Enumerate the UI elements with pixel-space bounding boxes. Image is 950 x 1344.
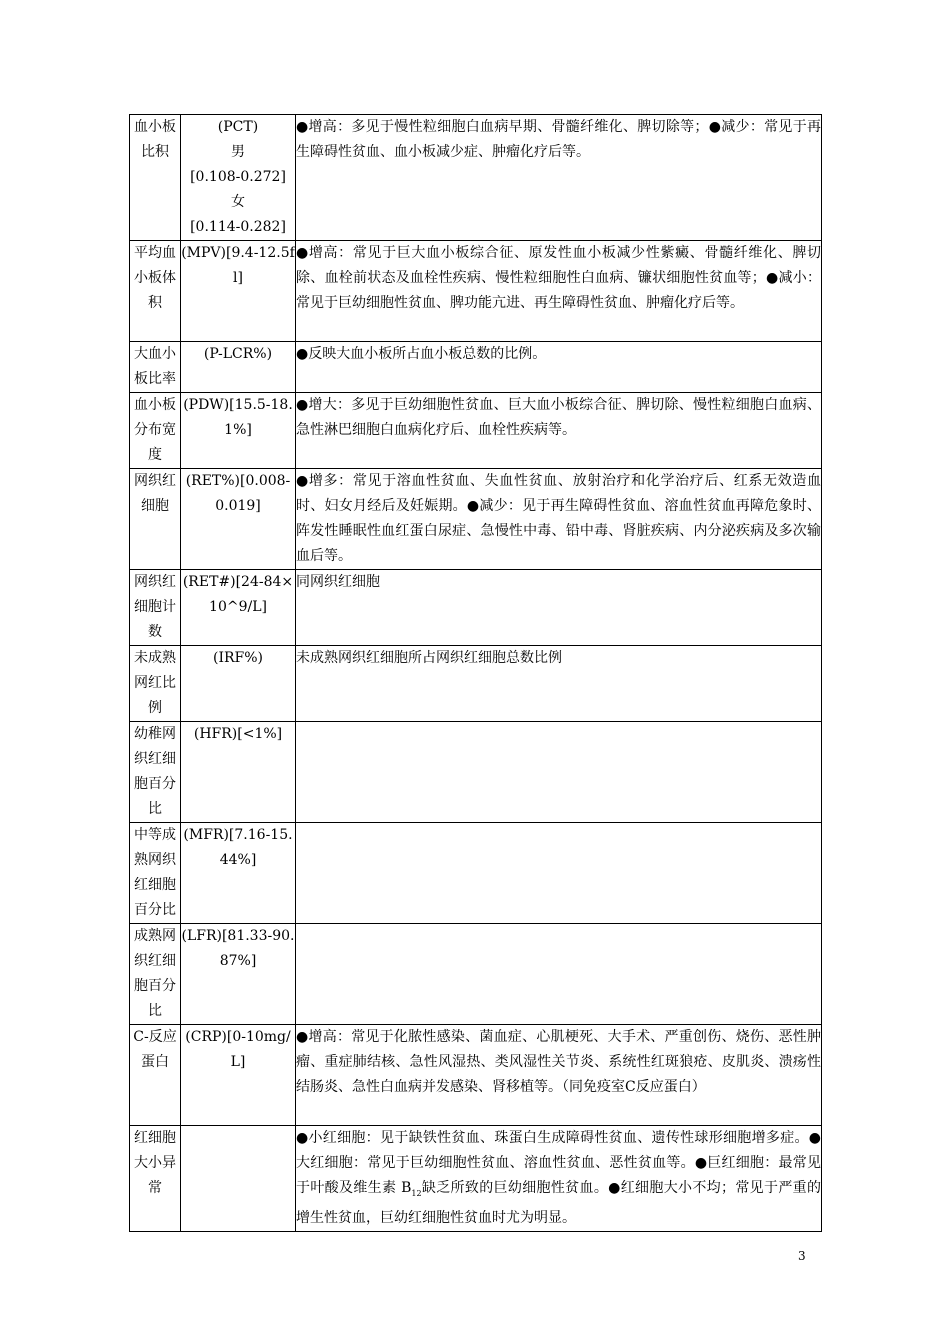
reference-range: (LFR)[81.33-90.87%] bbox=[181, 924, 296, 1025]
table-row bbox=[130, 241, 822, 342]
table-row bbox=[130, 342, 822, 393]
page-number: 3 bbox=[798, 1249, 806, 1263]
item-name: 血小板分布宽度 bbox=[130, 393, 181, 469]
reference-range: (RET%)[0.008-0.019] bbox=[181, 469, 296, 570]
clinical-description bbox=[296, 924, 822, 1025]
item-name: 红细胞大小异常 bbox=[130, 1126, 181, 1232]
item-name: 大血小板比率 bbox=[130, 342, 181, 393]
item-name: 成熟网织红细胞百分比 bbox=[130, 924, 181, 1025]
item-name: 未成熟网红比例 bbox=[130, 646, 181, 722]
reference-range: (HFR)[<1%] bbox=[181, 722, 296, 823]
reference-range: (MPV)[9.4-12.5fl] bbox=[181, 241, 296, 342]
clinical-description: 同网织红细胞 bbox=[296, 570, 822, 646]
reference-range: (PCT) 男 [0.108-0.272] 女 [0.114-0.282] bbox=[181, 115, 296, 241]
reference-range: (MFR)[7.16-15.44%] bbox=[181, 823, 296, 924]
table-row bbox=[130, 115, 822, 241]
item-name: 血小板比积 bbox=[130, 115, 181, 241]
table-row bbox=[130, 722, 822, 823]
table-row bbox=[130, 570, 822, 646]
description-part-2: 缺乏所致的巨幼细胞性贫血。●红细胞大小不均；常见于严重的增生性贫血，巨幼红细胞性贫血时尤为明显。 bbox=[296, 1180, 821, 1226]
table-row bbox=[130, 924, 822, 1025]
clinical-description: ●反映大血小板所占血小板总数的比例。 bbox=[296, 342, 822, 393]
description-part-1: ●小红细胞：见于缺铁性贫血、珠蛋白生成障碍性贫血、遗传性球形细胞增多症。●大红细胞：常见于巨幼细胞性贫血、溶血性贫血、恶性贫血等。●巨红细胞：最常见于叶酸及维生素 B bbox=[296, 1130, 821, 1196]
item-name: 平均血小板体积 bbox=[130, 241, 181, 342]
item-name: 网织红细胞计数 bbox=[130, 570, 181, 646]
reference-range: (PDW)[15.5-18.1%] bbox=[181, 393, 296, 469]
clinical-description bbox=[296, 1126, 822, 1232]
table-row bbox=[130, 469, 822, 570]
clinical-description: ●增多：常见于溶血性贫血、失血性贫血、放射治疗和化学治疗后、红系无效造血时、妇女月经后及妊娠期。●减少：见于再生障碍性贫血、溶血性贫血再障危象时、阵发性睡眠性血红蛋白尿症、急慢性中毒、铅中毒、肾脏疾病、内分泌疾病及多次输血后等。 bbox=[296, 469, 822, 570]
reference-range bbox=[181, 1126, 296, 1232]
clinical-description bbox=[296, 722, 822, 823]
clinical-description: ●增高：常见于化脓性感染、菌血症、心肌梗死、大手术、严重创伤、烧伤、恶性肿瘤、重症肺结核、急性风湿热、类风湿性关节炎、系统性红斑狼疮、皮肌炎、溃疡性结肠炎、急性白血病并发感染、肾移植等。（同免疫室C反应蛋白） bbox=[296, 1025, 822, 1126]
item-name: C-反应蛋白 bbox=[130, 1025, 181, 1126]
item-name: 网织红细胞 bbox=[130, 469, 181, 570]
item-name: 幼稚网织红细胞百分比 bbox=[130, 722, 181, 823]
table-row bbox=[130, 823, 822, 924]
reference-range: (CRP)[0-10mg/L] bbox=[181, 1025, 296, 1126]
clinical-description bbox=[296, 823, 822, 924]
table-row bbox=[130, 1126, 822, 1232]
table-row bbox=[130, 646, 822, 722]
table-row bbox=[130, 393, 822, 469]
reference-range: (IRF%) bbox=[181, 646, 296, 722]
reference-range: (RET#)[24-84×10^9/L] bbox=[181, 570, 296, 646]
subscript-12: 12 bbox=[411, 1189, 422, 1198]
clinical-description: ●增高：多见于慢性粒细胞白血病早期、骨髓纤维化、脾切除等；●减少：常见于再生障碍性贫血、血小板减少症、肿瘤化疗后等。 bbox=[296, 115, 822, 241]
reference-table bbox=[129, 114, 822, 1232]
reference-range: (P-LCR%) bbox=[181, 342, 296, 393]
table-row bbox=[130, 1025, 822, 1126]
clinical-description: ●增高：常见于巨大血小板综合征、原发性血小板减少性紫癜、骨髓纤维化、脾切除、血栓前状态及血栓性疾病、慢性粒细胞性白血病、镰状细胞性贫血等；●减小：常见于巨幼细胞性贫血、脾功能亢进、再生障碍性贫血、肿瘤化疗后等。 bbox=[296, 241, 822, 342]
item-name: 中等成熟网织红细胞百分比 bbox=[130, 823, 181, 924]
clinical-description: 未成熟网织红细胞所占网织红细胞总数比例 bbox=[296, 646, 822, 722]
clinical-description: ●增大：多见于巨幼细胞性贫血、巨大血小板综合征、脾切除、慢性粒细胞白血病、急性淋巴细胞白血病化疗后、血栓性疾病等。 bbox=[296, 393, 822, 469]
